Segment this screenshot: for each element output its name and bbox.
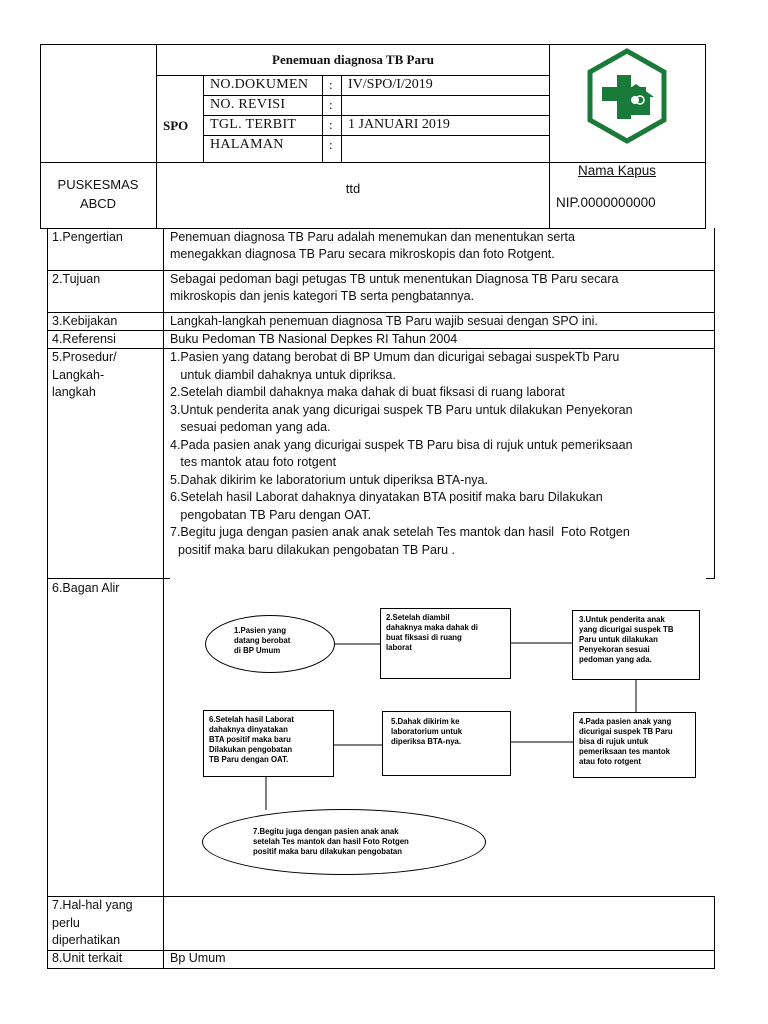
flow-step-6-line: Dilakukan pengobatan <box>209 745 293 754</box>
field-label-no-dokumen: NO.DOKUMEN <box>210 77 309 92</box>
flow-step-2 <box>380 608 511 679</box>
signature-ttd: ttd <box>345 181 361 196</box>
flow-step-1-line: 1.Pasien yang <box>234 626 287 635</box>
section-label-prosedur-line1: 5.Prosedur/ <box>52 350 117 364</box>
flow-step-2-line: buat fiksasi di ruang <box>386 633 462 642</box>
section-label-hal-line1: 7.Hal-hal yang <box>52 898 133 912</box>
flow-step-3-line: yang dicurigai suspek TB <box>579 625 674 634</box>
spo-label: SPO <box>163 118 189 133</box>
prosedur-line: tes mantok atau foto rotgent <box>170 455 337 469</box>
flow-step-3 <box>572 610 700 680</box>
kebijakan-text: Langkah-langkah penemuan diagnosa TB Paru wajib sesuai dengan SPO ini. <box>170 314 598 328</box>
flow-step-2-line: dahaknya maka dahak di <box>386 623 478 632</box>
flow-step-5-line: diperiksa BTA-nya. <box>391 737 462 746</box>
puskesmas-name-line1: PUSKESMAS <box>57 177 139 192</box>
unit-terkait-text: Bp Umum <box>170 951 226 965</box>
flow-step-6-line: 6.Setelah hasil Laborat <box>209 715 294 724</box>
field-value-tgl-terbit: 1 JANUARI 2019 <box>348 117 450 132</box>
flow-step-6-line: TB Paru dengan OAT. <box>209 755 289 764</box>
prosedur-line: pengobatan TB Paru dengan OAT. <box>170 507 372 522</box>
referensi-text: Buku Pedoman TB Nasional Depkes RI Tahun 2004 <box>170 332 458 346</box>
flow-step-3-line: 3.Untuk penderita anak <box>579 615 665 624</box>
flow-step-4-line: bisa di rujuk untuk <box>579 737 649 746</box>
tujuan-text-line1: Sebagai pedoman bagi petugas TB untuk menentukan Diagnosa TB Paru secara <box>170 272 619 286</box>
prosedur-line: untuk diambil dahaknya untuk dipriksa. <box>170 367 396 382</box>
field-sep: : <box>329 77 333 92</box>
kapus-name: Nama Kapus <box>578 163 657 178</box>
field-sep: : <box>329 137 333 152</box>
prosedur-line: 7.Begitu juga dengan pasien anak anak setelah Tes mantok dan hasil Foto Rotgen <box>170 525 630 539</box>
flow-step-4-line: dicurigai suspek TB Paru <box>579 727 673 736</box>
flow-step-2-line: laborat <box>386 643 412 652</box>
flow-step-4-line: atau foto rotgent <box>579 757 641 766</box>
flow-step-7-line: positif maka baru dilakukan pengobatan <box>253 847 403 856</box>
section-label-kebijakan: 3.Kebijakan <box>52 314 118 328</box>
section-label-hal-line2: perlu <box>52 915 80 930</box>
flow-step-5-line: 5.Dahak dikirim ke <box>391 717 460 726</box>
flow-step-1 <box>205 615 335 673</box>
section-label-unit-terkait: 8.Unit terkait <box>52 951 123 965</box>
section-label-prosedur-line3: langkah <box>52 385 96 399</box>
prosedur-line: positif maka baru dilakukan pengobatan TB Paru . <box>178 542 456 557</box>
pengertian-text-line1: Penemuan diagnosa TB Paru adalah menemukan dan menentukan serta <box>170 230 575 244</box>
field-label-no-revisi: NO. REVISI <box>210 97 286 112</box>
flow-step-6-line: dahaknya dinyatakan <box>209 725 288 734</box>
prosedur-line: 6.Setelah hasil Laborat dahaknya dinyatakan BTA positif maka baru Dilakukan <box>170 490 603 504</box>
field-value-no-dokumen: IV/SPO/I/2019 <box>348 77 433 92</box>
kapus-nip: NIP.0000000000 <box>556 195 656 210</box>
flow-step-7-line: 7.Begitu juga dengan pasien anak anak <box>253 827 399 836</box>
flow-step-3-line: Penyekoran sesuai <box>579 645 650 654</box>
flow-step-1-line: di BP Umum <box>234 646 281 655</box>
field-sep: : <box>329 97 333 112</box>
flow-step-3-line: pedoman yang ada. <box>579 655 652 664</box>
pengertian-text-line2: menegakkan diagnosa TB Paru secara mikroskopis dan foto Rotgent. <box>170 247 555 261</box>
puskesmas-name-line2: ABCD <box>79 196 117 211</box>
section-label-referensi: 4.Referensi <box>52 332 116 346</box>
prosedur-line: 5.Dahak dikirim ke laboratorium untuk diperiksa BTA-nya. <box>170 472 488 487</box>
flow-step-2-line: 2.Setelah diambil <box>386 613 450 622</box>
prosedur-line: 3.Untuk penderita anak yang dicurigai suspek TB Paru untuk dilakukan Penyekoran <box>170 402 633 417</box>
prosedur-line: 2.Setelah diambil dahaknya maka dahak di buat fiksasi di ruang laborat <box>170 385 565 399</box>
flow-step-6-line: BTA positif maka baru <box>209 735 291 744</box>
document-title: Penemuan diagnosa TB Paru <box>272 52 434 67</box>
flow-step-6 <box>203 710 334 777</box>
section-label-pengertian: 1.Pengertian <box>52 230 123 244</box>
flow-step-5 <box>382 711 511 776</box>
flow-step-7-line: setelah Tes mantok dan hasil Foto Rotgen <box>253 837 409 846</box>
prosedur-line: sesuai pedoman yang ada. <box>170 420 331 434</box>
flow-step-4 <box>573 712 696 778</box>
tujuan-text-line2: mikroskopis dan jenis kategori TB serta pengbatannya. <box>170 289 475 303</box>
section-label-tujuan: 2.Tujuan <box>52 272 101 286</box>
flow-step-7 <box>202 809 486 875</box>
flow-step-3-line: Paru untuk dilakukan <box>579 635 658 644</box>
flow-step-4-line: pemeriksaan tes mantok <box>579 747 671 756</box>
prosedur-line: 1.Pasien yang datang berobat di BP Umum dan dicurigai sebagai suspekTb Paru <box>170 350 620 364</box>
flow-step-5-line: laboratorium untuk <box>391 727 463 736</box>
section-label-prosedur-line2: Langkah- <box>52 367 105 382</box>
section-label-bagan-alir: 6.Bagan Alir <box>52 581 120 595</box>
field-label-halaman: HALAMAN <box>210 137 284 152</box>
prosedur-line: 4.Pada pasien anak yang dicurigai suspek TB Paru bisa di rujuk untuk pemeriksaan <box>170 437 633 452</box>
field-label-tgl-terbit: TGL. TERBIT <box>210 117 297 132</box>
flow-step-1-line: datang berobat <box>234 636 291 645</box>
section-label-hal-line3: diperhatikan <box>52 933 121 947</box>
field-sep: : <box>329 117 333 132</box>
flow-step-4-line: 4.Pada pasien anak yang <box>579 717 672 726</box>
